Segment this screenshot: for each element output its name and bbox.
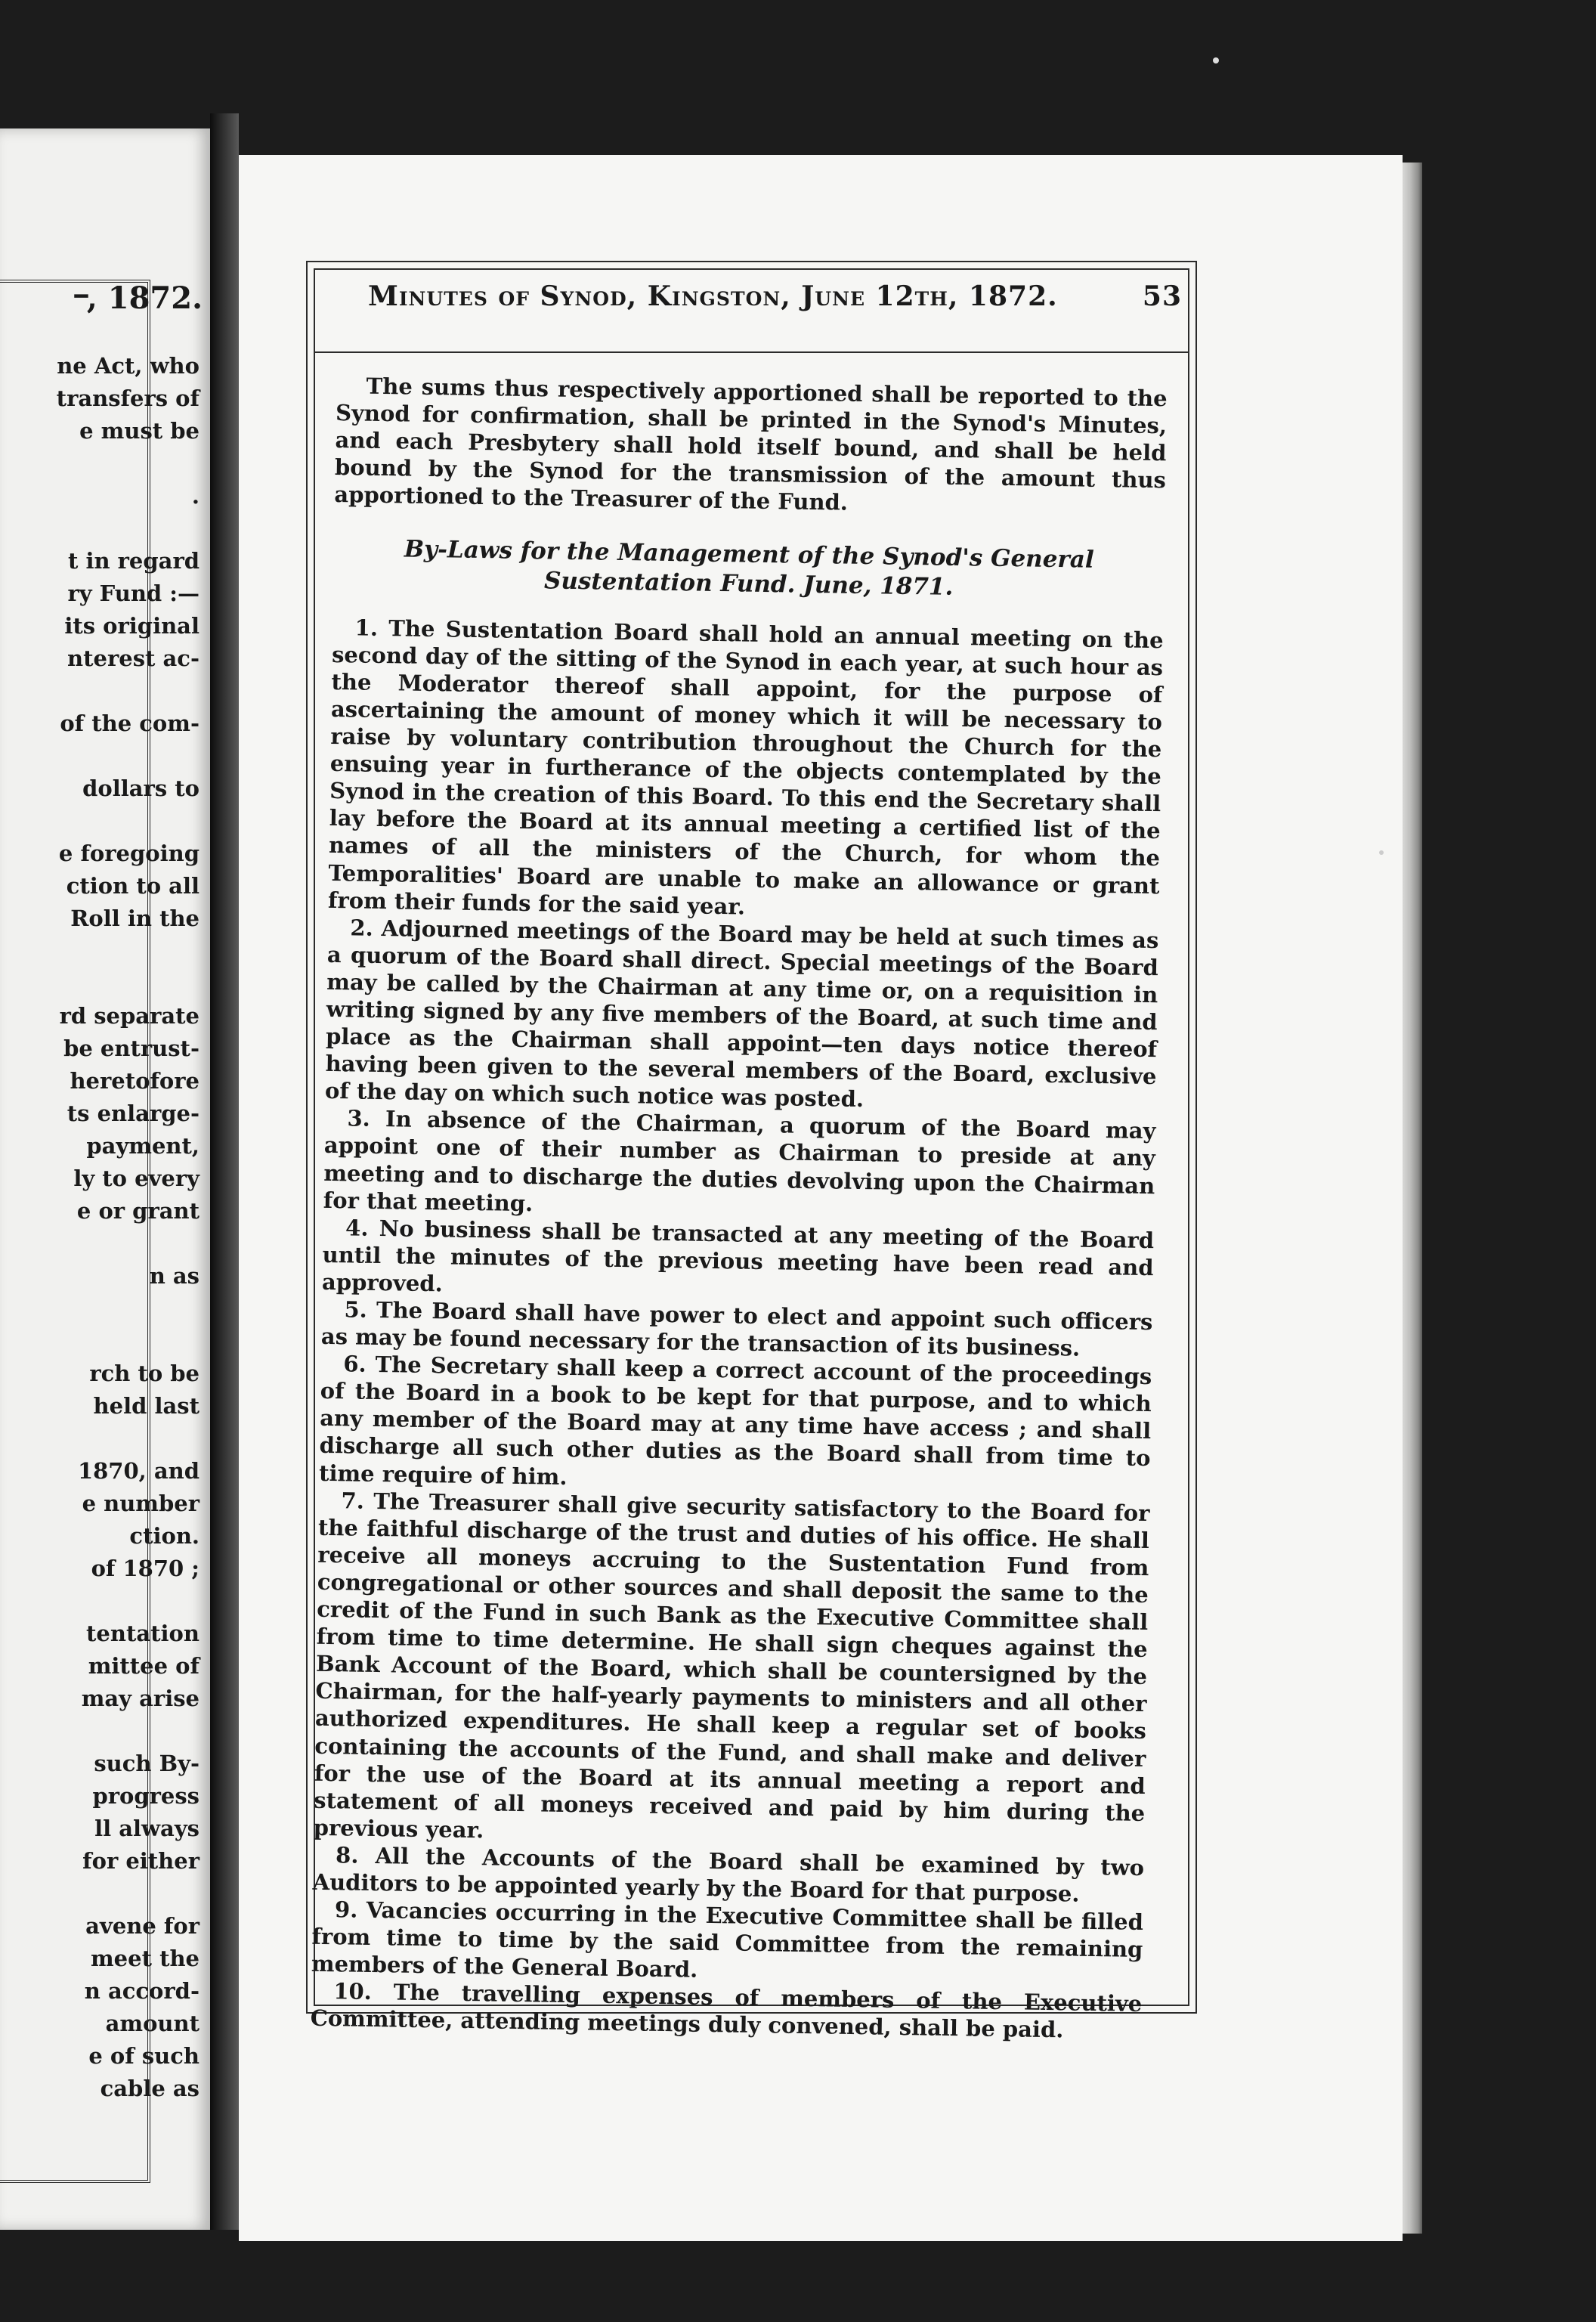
left-page-line xyxy=(0,745,200,778)
left-page-line: e number xyxy=(82,1491,200,1516)
left-page-line: rch to be xyxy=(89,1361,200,1386)
left-page-line: . xyxy=(191,483,200,509)
left-page-line: may arise xyxy=(81,1686,200,1711)
left-page-line: ry Fund :— xyxy=(67,580,200,606)
left-page xyxy=(0,128,210,2230)
left-page-line: Roll in the xyxy=(70,906,200,931)
intro-paragraph: The sums thus respectively apportioned shall be reported to the Synod for confirmation, shall be printed in the Synod's Minutes, and each Presbytery shall hold itself bound, and shall be held bound by the Synod for the transmission of the amount thus apportioned to the Treasurer of the Fund. xyxy=(334,373,1168,516)
left-page-line: ts enlarge- xyxy=(66,1101,200,1126)
left-page-line: e foregoing xyxy=(58,841,200,866)
dust-speck xyxy=(1213,57,1219,63)
left-page-line: e of such xyxy=(88,2043,200,2069)
left-page-line: such By- xyxy=(94,1751,200,1776)
bylaws-title: By-Laws for the Management of the Synod's General Sustentation Fund. June, 1871. xyxy=(404,535,1094,601)
page-body xyxy=(310,372,1167,2045)
running-head-title: Minutes of Synod, Kingston, June 12th, 1872. xyxy=(368,280,1058,312)
left-page-line: progress xyxy=(92,1783,200,1809)
left-page-line: ly to every xyxy=(73,1166,200,1191)
book-gutter xyxy=(210,113,239,2230)
left-page-line: ction to all xyxy=(66,873,200,899)
left-page-line: e or grant xyxy=(76,1198,200,1224)
left-page-line xyxy=(0,810,200,843)
left-page-line: meet the xyxy=(90,1946,200,1971)
bylaws-list xyxy=(310,614,1163,2045)
page-number: 53 xyxy=(1142,280,1182,312)
left-page-line xyxy=(0,1233,200,1265)
left-page-line: payment, xyxy=(86,1133,200,1159)
left-page-header: ᠆, 1872. xyxy=(74,280,203,316)
left-page-line: amount xyxy=(105,2011,200,2036)
bylaw-item: 3. In absence of the Chairman, a quorum of the Board may appoint one of their number as Chairman to preside at any meeting and to discharge the duties devolving upon the Chairman for that meeting. xyxy=(323,1105,1156,1216)
left-page-line: e must be xyxy=(79,418,200,444)
left-page-line xyxy=(0,680,200,713)
left-page-line: of the com- xyxy=(60,711,200,736)
left-page-line: ction. xyxy=(129,1523,200,1549)
left-page-line: mittee of xyxy=(88,1653,200,1679)
left-page-line xyxy=(0,1298,200,1330)
left-page-text xyxy=(0,355,200,2110)
bylaw-item: 1. The Sustentation Board shall hold an annual meeting on the second day of the sitting of the Synod in each year, at such hour as the Moderator thereof shall appoint, for the purpose of ascertaining the amount of money which it will be necessary to raise by voluntary contribution throughout the Church for the ensuing year in furtherance of the objects contemplated by the Synod in the creation of this Board. To this end the Secretary shall lay before the Board at its annual meeting a certified list of the names of all the ministers of the Church, for whom the Temporalities' Board are unable to make an allowance or grant from their funds for the said year. xyxy=(327,615,1164,920)
left-page-line: be entrust- xyxy=(63,1036,200,1061)
bylaw-item: 9. Vacancies occurring in the Executive Committee shall be filled from time to time by the said Committee from the remaining members of the General Board. xyxy=(311,1896,1144,1983)
left-page-line xyxy=(0,973,200,1005)
running-head xyxy=(368,280,1182,312)
page-edge xyxy=(1403,163,1422,2234)
left-page-line xyxy=(0,453,200,485)
left-page-line: t in regard xyxy=(67,548,200,574)
bylaw-item: 5. The Board shall have power to elect and appoint such officers as may be found necessary for the transaction of its business. xyxy=(320,1296,1153,1361)
bylaw-item: 4. No business shall be transacted at any meeting of the Board until the minutes of the previous meeting have been read and approved. xyxy=(321,1215,1155,1297)
left-page-line xyxy=(0,940,200,973)
left-page-line xyxy=(0,1590,200,1623)
left-page-line: for either xyxy=(82,1848,200,1874)
left-page-line: its original xyxy=(64,613,200,639)
left-page-line: dollars to xyxy=(82,776,200,801)
page-frame xyxy=(306,261,1197,2043)
bylaw-item: 7. The Treasurer shall give security satisfactory to the Board for the faithful discharge of the trust and duties of his office. He shall receive all moneys accruing to the Sustentation Fund from congregational or other sources and shall deposit the same to the credit of the Fund in such Bank as the Executive Committee shall from time to time determine. He shall sign cheques against the Bank Account of the Board, which shall be countersigned by the Chairman, for the half-yearly payments to ministers and all other authorized expenditures. He shall keep a regular set of books containing the accounts of the Fund, and shall make and deliver for the use of the Board at its annual meeting a report and statement of all moneys received and paid by him during the previous year. xyxy=(313,1487,1150,1844)
left-page-line: avene for xyxy=(85,1913,200,1939)
left-page-line: of 1870 ; xyxy=(91,1556,200,1581)
bylaw-item: 2. Adjourned meetings of the Board may be held at such times as a quorum of the Board shall direct. Special meetings of the Board may be called by the Chairman at any time or, on a requisition in writing signed by any five members of the Board, at such time and place as the Chairman shall appoint—ten days notice thereof having been given to the several members of the Board, exclusive of the day on which such notice was posted. xyxy=(324,915,1159,1113)
left-page-line: heretofore xyxy=(70,1068,200,1094)
left-page-line: rd separate xyxy=(59,1003,200,1029)
left-page-line xyxy=(0,1330,200,1363)
left-page-line: transfers of xyxy=(56,385,200,411)
left-page-line: cable as xyxy=(100,2076,200,2101)
left-page-line: ne Act, who xyxy=(57,353,200,379)
left-page-line: n accord- xyxy=(84,1978,200,2004)
left-page-line xyxy=(0,518,200,550)
left-page-line xyxy=(0,1883,200,1915)
header-rule xyxy=(315,351,1188,353)
left-page-line: ll always xyxy=(94,1816,200,1841)
left-page-line: tentation xyxy=(86,1621,200,1646)
bylaw-item: 8. All the Accounts of the Board shall be examined by two Auditors to be appointed yearly by the Board for that purpose. xyxy=(312,1842,1145,1907)
left-page-line: nterest ac- xyxy=(67,646,200,671)
left-page-line xyxy=(0,1720,200,1753)
bylaw-item: 10. The travelling expenses of members of the Executive Committee, attending meetings duly convened, shall be paid. xyxy=(310,1978,1143,2043)
dust-speck xyxy=(1379,850,1384,855)
bylaw-item: 6. The Secretary shall keep a correct account of the proceedings of the Board in a book to be kept for that purpose, and to which any member of the Board may at any time have access ; and shall discharge all such other duties as the Board shall from time to time require of him. xyxy=(318,1351,1152,1490)
left-page-line: held last xyxy=(93,1393,200,1419)
left-page-line: 1870, and xyxy=(77,1458,200,1484)
left-page-line: n as xyxy=(149,1263,200,1289)
left-page-line xyxy=(0,1428,200,1460)
